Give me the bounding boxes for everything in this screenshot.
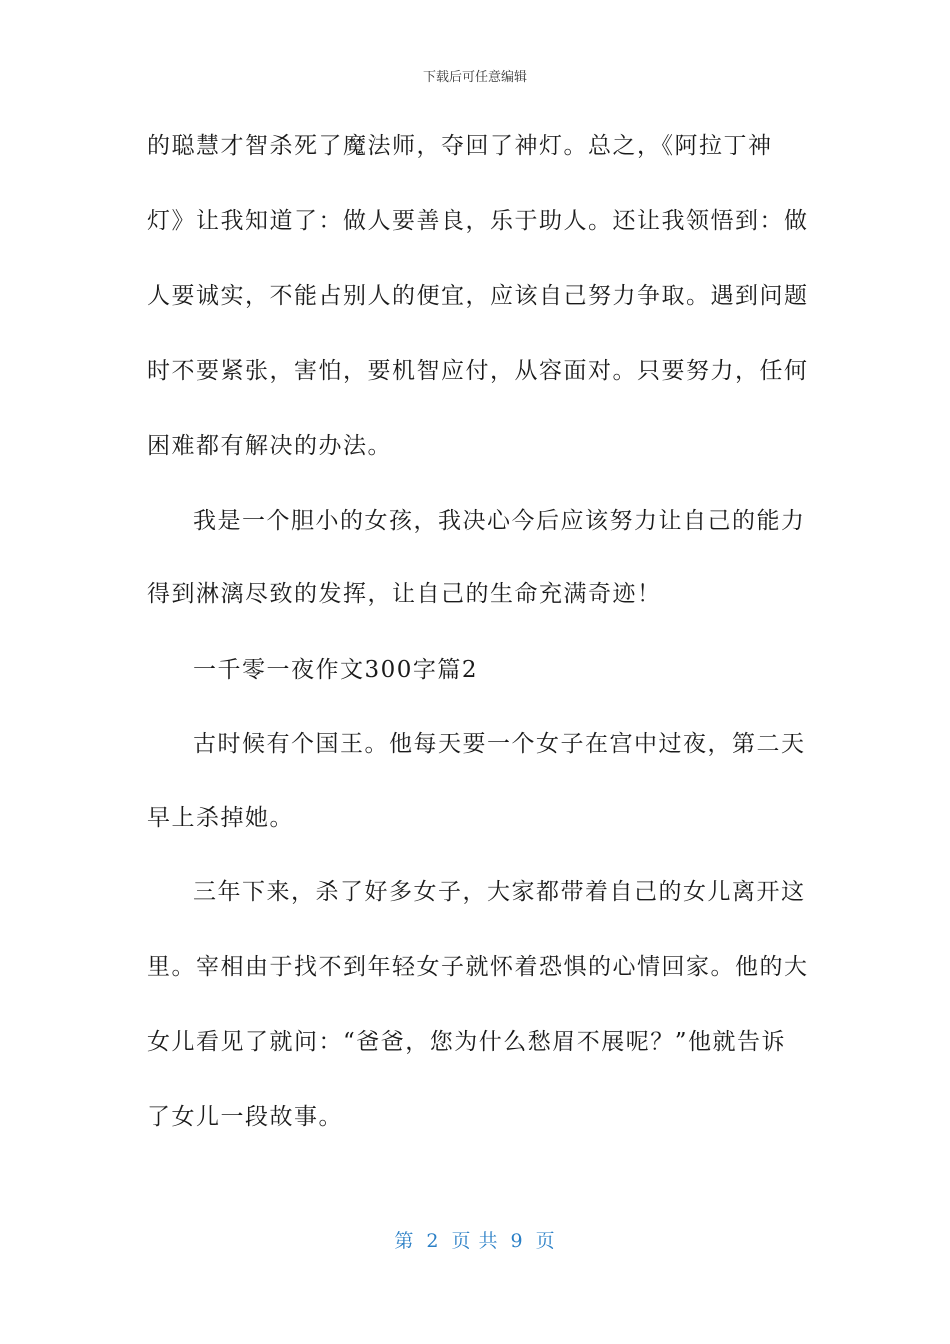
section-heading: 一千零一夜作文300字篇2 [193,657,479,683]
page-footer [0,1226,950,1253]
body-line: 里。宰相由于找不到年轻女子就怀着恐惧的心情回家。他的大 [147,954,809,980]
body-line: 了女儿一段故事。 [147,1104,343,1130]
body-line: 得到淋漓尽致的发挥，让自己的生命充满奇迹！ [147,581,662,607]
footer-prefix: 第 [394,1230,415,1252]
footer-suffix: 页 [535,1230,556,1252]
footer-page-number: 2 [426,1230,440,1252]
footer-middle: 页 共 [451,1230,499,1252]
body-line: 人要诚实，不能占别人的便宜，应该自己努力争取。遇到问题 [147,283,809,309]
body-line: 女儿看见了就问：“爸爸，您为什么愁眉不展呢？”他就告诉 [147,1029,787,1055]
body-line: 的聪慧才智杀死了魔法师，夺回了神灯。总之，《阿拉丁神 [147,133,773,159]
body-line: 早上杀掉她。 [147,805,294,831]
page-header: 下载后可任意编辑 [422,70,527,85]
footer-total-pages: 9 [510,1230,524,1252]
body-line: 灯》让我知道了：做人要善良，乐于助人。还让我领悟到：做 [147,208,809,234]
body-line: 我是一个胆小的女孩，我决心今后应该努力让自己的能力 [193,508,806,534]
body-line: 时不要紧张，害怕，要机智应付，从容面对。只要努力，任何 [147,358,809,384]
body-line: 古时候有个国王。他每天要一个女子在宫中过夜，第二天 [193,731,806,757]
body-line: 困难都有解决的办法。 [147,433,392,459]
body-line: 三年下来，杀了好多女子，大家都带着自己的女儿离开这 [193,879,806,905]
